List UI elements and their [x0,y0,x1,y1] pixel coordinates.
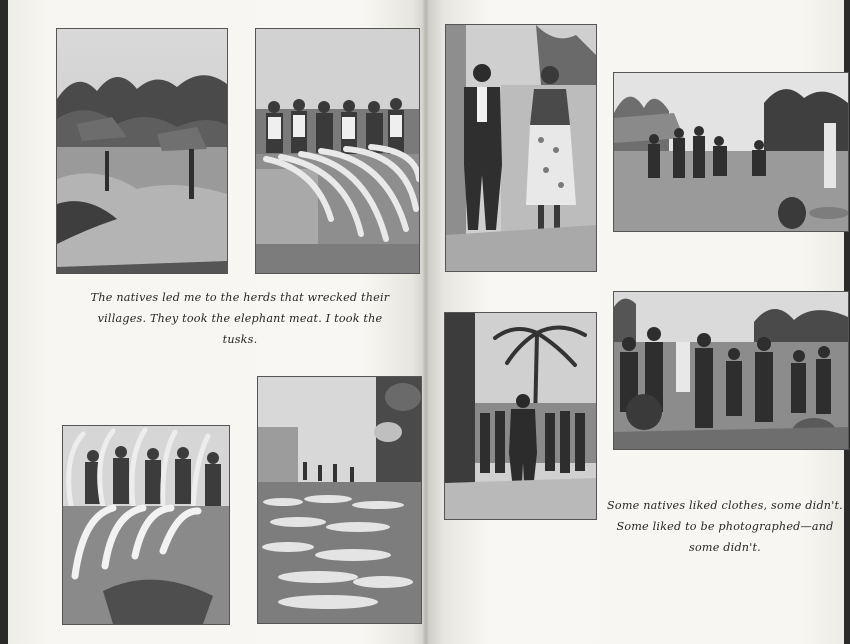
photo-dock-tusks [257,376,422,624]
right-caption-line-2: Some liked to be photographed—and [616,520,834,533]
right-caption [600,495,850,558]
photo-village-children [613,72,849,232]
book-gutter [422,0,430,644]
photo-village-clearing [56,28,228,274]
right-caption-line-3: some didn't. [689,541,761,554]
right-caption-line-1: Some natives liked clothes, some didn't. [607,499,843,512]
photo-men-with-tusks [255,28,420,274]
left-caption [80,287,400,350]
photo-stacked-tusks [62,425,230,625]
left-caption-line-3: tusks. [222,333,258,346]
photo-two-men-standing [445,24,597,272]
left-caption-line-2: villages. They took the elephant meat. I took the [97,312,383,325]
photo-village-crowd [613,291,849,450]
left-caption-line-1: The natives led me to the herds that wrecked their [90,291,390,304]
photo-dancer-palms [444,312,597,520]
